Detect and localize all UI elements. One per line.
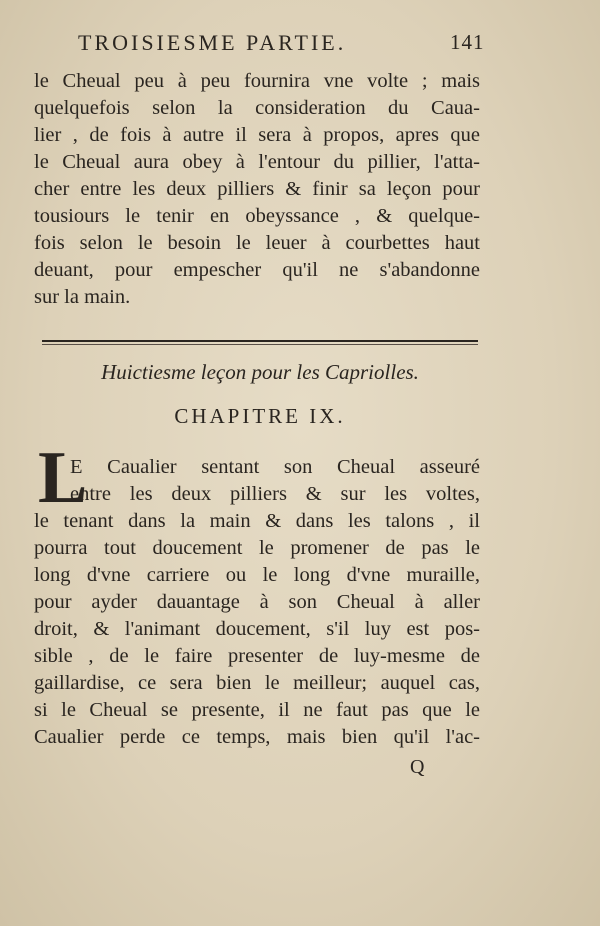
paragraph-chapter — [34, 454, 480, 751]
text-line: sible , de le faire presenter de luy-mesme de — [34, 645, 480, 667]
text-line: le Cheual peu à peu fournira vne volte ; mais — [34, 70, 480, 92]
text-line: sur la main. — [34, 286, 131, 308]
text-line: le Cheual aura obey à l'entour du pillier, l'atta- — [34, 151, 480, 173]
text-line: tousiours le tenir en obeyssance , & quelque- — [34, 205, 480, 227]
section-title: Huictiesme leçon pour les Capriolles. — [101, 360, 419, 384]
running-title: TROISIESME PARTIE. — [78, 30, 347, 55]
chapter-heading: CHAPITRE IX. — [174, 404, 346, 428]
text-line: gaillardise, ce sera bien le meilleur; auquel cas, — [34, 672, 480, 694]
text-line: pour ayder dauantage à son Cheual à aller — [34, 591, 480, 613]
text-line: quelquefois selon la consideration du Caua- — [34, 97, 480, 119]
text-line: lier , de fois à autre il sera à propos, apres que — [34, 124, 480, 146]
text-line: pourra tout doucement le promener de pas le — [34, 537, 480, 559]
text-line: le tenant dans la main & dans les talons , il — [34, 510, 480, 532]
catchword: Q — [410, 756, 425, 778]
text-line: fois selon le besoin le leuer à courbettes haut — [34, 232, 480, 254]
text-line: Caualier perde ce temps, mais bien qu'il l'ac- — [34, 726, 480, 748]
text-line: cher entre les deux pilliers & finir sa leçon pour — [34, 178, 480, 200]
text-line: deuant, pour empescher qu'il ne s'abandonne — [34, 259, 480, 281]
text-line: si le Cheual se presente, il ne faut pas que le — [34, 699, 480, 721]
text-line: E Caualier sentant son Cheual asseuré — [70, 456, 480, 478]
text-line: droit, & l'animant doucement, s'il luy est pos- — [34, 618, 480, 640]
section-rule — [42, 340, 478, 342]
paragraph-continued — [34, 68, 480, 311]
text-line: long d'vne carriere ou le long d'vne muraille, — [34, 564, 480, 586]
page-number: 141 — [450, 30, 485, 54]
text-line: entre les deux pilliers & sur les voltes, — [70, 483, 480, 505]
drop-cap: L — [38, 437, 88, 519]
